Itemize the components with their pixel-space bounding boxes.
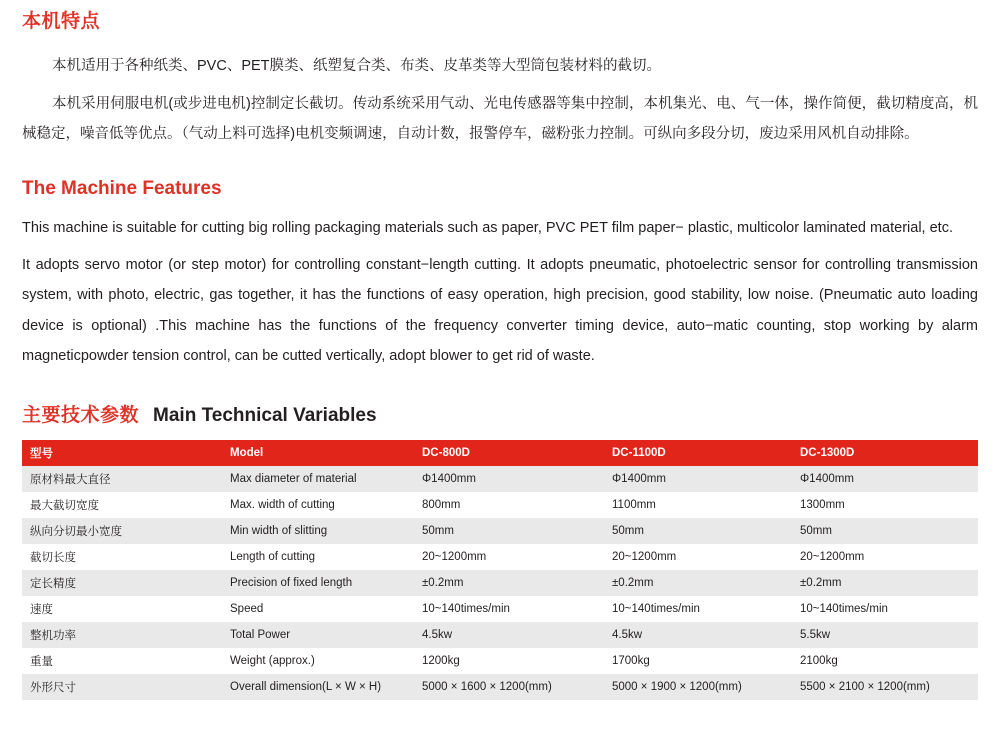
table-cell: 50mm (604, 518, 792, 544)
table-row (22, 648, 978, 674)
table-cell: 整机功率 (22, 622, 222, 648)
table-cell: Weight (approx.) (222, 648, 414, 674)
paragraph-en-1: This machine is suitable for cutting big rolling packaging materials such as paper, PVC PET film paper− plastic, multicolor laminated material, etc. (22, 220, 953, 236)
table-header-cell: DC-1300D (792, 440, 978, 466)
table-row (22, 570, 978, 596)
table-cell: 原材料最大直径 (22, 466, 222, 492)
table-cell: 纵向分切最小宽度 (22, 518, 222, 544)
table-row (22, 674, 978, 700)
table-cell: 1700kg (604, 648, 792, 674)
table-header-cell: Model (222, 440, 414, 466)
table-row (22, 622, 978, 648)
section-title-technical-variables (22, 400, 978, 427)
section-title-machine-features-cn: 本机特点 (22, 11, 101, 32)
table-cell: 5000 × 1900 × 1200(mm) (604, 674, 792, 700)
table-cell: 外形尺寸 (22, 674, 222, 700)
table-cell: 重量 (22, 648, 222, 674)
table-cell: 1100mm (604, 492, 792, 518)
table-row (22, 596, 978, 622)
tech-title-cn: 主要技术参数 (22, 404, 140, 426)
table-cell: Φ1400mm (414, 466, 604, 492)
table-row (22, 492, 978, 518)
table-cell: Max. width of cutting (222, 492, 414, 518)
table-header-row (22, 440, 978, 466)
table-cell: 截切长度 (22, 544, 222, 570)
table-cell: 4.5kw (414, 622, 604, 648)
table-cell: 5500 × 2100 × 1200(mm) (792, 674, 978, 700)
table-cell: 定长精度 (22, 570, 222, 596)
table-header-cell: DC-800D (414, 440, 604, 466)
table-row (22, 544, 978, 570)
paragraph-cn-2: 本机采用伺服电机(或步进电机)控制定长截切。传动系统采用气动、光电传感器等集中控制，本机集光、电、气一体，操作简便，截切精度高，机械稳定，噪音低等优点。（气动上料可选择)电机变频调速，自动计数，报警停车，磁粉张力控制。可纵向多段分切，废边采用风机自动排除。 (22, 96, 978, 142)
table-cell: Min width of slitting (222, 518, 414, 544)
paragraph-cn-1: 本机适用于各种纸类、PVC、PET膜类、纸塑复合类、布类、皮革类等大型筒包装材料的截切。 (52, 58, 662, 74)
table-cell: Total Power (222, 622, 414, 648)
table-cell: 50mm (414, 518, 604, 544)
table-row (22, 518, 978, 544)
table-cell: 1300mm (792, 492, 978, 518)
table-header-cell: DC-1100D (604, 440, 792, 466)
table-cell: Overall dimension(L × W × H) (222, 674, 414, 700)
table-cell: 速度 (22, 596, 222, 622)
paragraph-en-2: It adopts servo motor (or step motor) for controlling constant−length cutting. It adopts pneumatic, photoelectric sensor for controlling transmission system, with photo, electric, gas together, it has the functions of easy operation, high precision, good stability, low noise. (Pneumatic auto loading device is optional) .This machine has the functions of the frequency converter timing device, auto−matic counting, stop working by alarm magneticpowder tension control, can be cutted vertically, adopt blower to get rid of waste. (22, 256, 978, 364)
table-cell: 20~1200mm (792, 544, 978, 570)
table-cell: 5000 × 1600 × 1200(mm) (414, 674, 604, 700)
table-cell: 50mm (792, 518, 978, 544)
table-cell: Precision of fixed length (222, 570, 414, 596)
table-cell: ±0.2mm (414, 570, 604, 596)
table-cell: Φ1400mm (792, 466, 978, 492)
table-cell: ±0.2mm (792, 570, 978, 596)
table-header-cell: 型号 (22, 440, 222, 466)
table-cell: 2100kg (792, 648, 978, 674)
table-cell: ±0.2mm (604, 570, 792, 596)
table-cell: 10~140times/min (604, 596, 792, 622)
table-cell: 5.5kw (792, 622, 978, 648)
table-cell: Length of cutting (222, 544, 414, 570)
section-title-machine-features-en: The Machine Features (22, 178, 222, 199)
table-cell: 4.5kw (604, 622, 792, 648)
table-cell: Max diameter of material (222, 466, 414, 492)
table-cell: 20~1200mm (414, 544, 604, 570)
table-row (22, 466, 978, 492)
specifications-table (22, 440, 978, 700)
table-cell: 20~1200mm (604, 544, 792, 570)
table-cell: 最大截切宽度 (22, 492, 222, 518)
table-cell: 10~140times/min (792, 596, 978, 622)
tech-title-en: Main Technical Variables (153, 404, 377, 426)
table-cell: 1200kg (414, 648, 604, 674)
table-cell: 800mm (414, 492, 604, 518)
table-cell: Φ1400mm (604, 466, 792, 492)
table-cell: Speed (222, 596, 414, 622)
table-cell: 10~140times/min (414, 596, 604, 622)
